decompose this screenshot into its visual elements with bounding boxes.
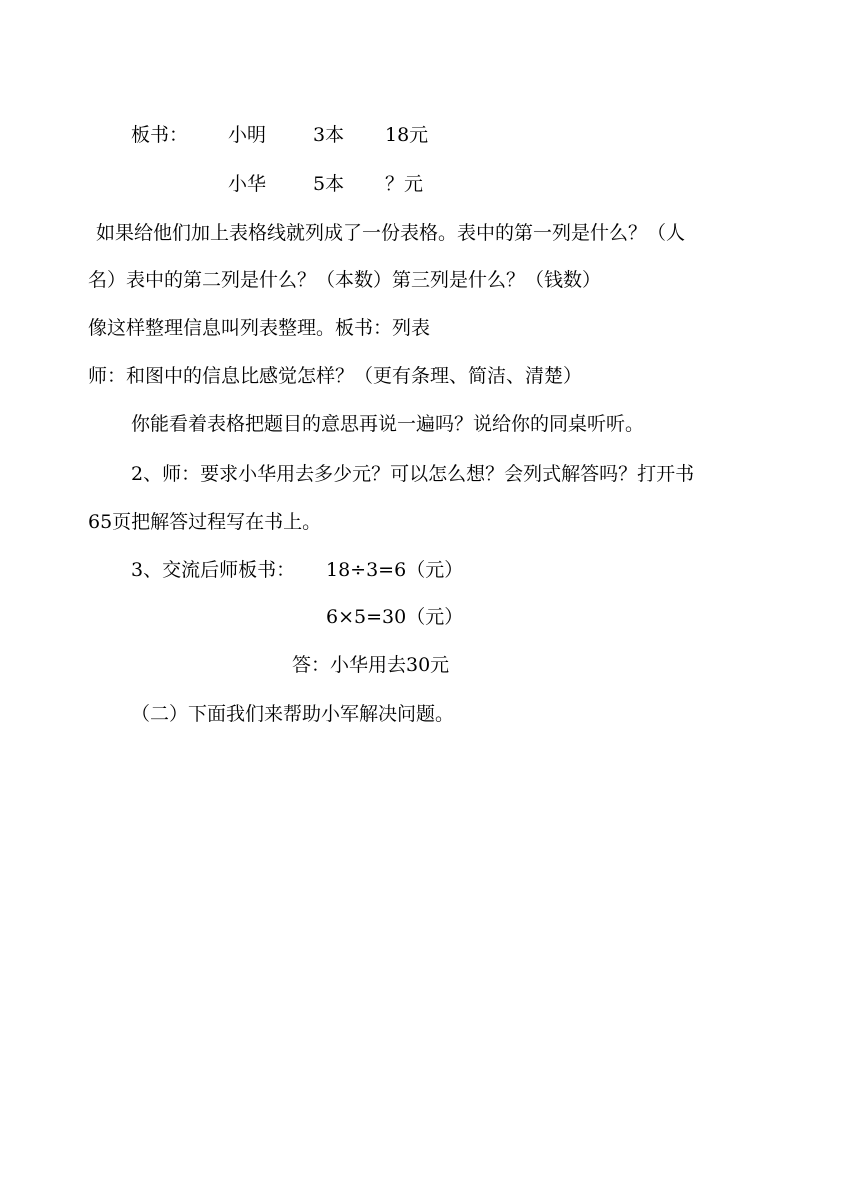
paragraph-list-organize: 像这样整理信息叫列表整理。板书：列表 — [88, 317, 431, 339]
blackboard-row1-name: 小明 — [228, 124, 267, 146]
equation-total-cost: 6×5=30（元） — [326, 606, 464, 628]
paragraph-question-2-line2: 65页把解答过程写在书上。 — [88, 511, 322, 533]
blackboard-row2-amount: ？元 — [385, 173, 424, 195]
paragraph-question-2-line1: 2、师：要求小华用去多少元？可以怎么想？会列式解答吗？打开书 — [131, 463, 695, 485]
answer-line: 答：小华用去30元 — [292, 654, 450, 676]
blackboard-row2-name: 小华 — [228, 173, 267, 195]
paragraph-teacher-compare: 师：和图中的信息比感觉怎样？（更有条理、简洁、清楚） — [88, 365, 583, 387]
paragraph-part-two: （二）下面我们来帮助小军解决问题。 — [131, 703, 455, 725]
paragraph-step-3-label: 3、交流后师板书： — [131, 559, 296, 581]
blackboard-row1-qty: 3本 — [313, 124, 345, 146]
blackboard-row1-amount: 18元 — [385, 124, 429, 146]
blackboard-row2-qty: 5本 — [313, 173, 345, 195]
paragraph-table-intro-line1: 如果给他们加上表格线就列成了一份表格。表中的第一列是什么？（人 — [96, 222, 686, 244]
paragraph-retell: 你能看着表格把题目的意思再说一遍吗？说给你的同桌听听。 — [131, 413, 645, 435]
paragraph-table-intro-line2: 名）表中的第二列是什么？（本数）第三列是什么？（钱数） — [88, 269, 602, 291]
blackboard-label: 板书： — [131, 124, 189, 146]
equation-unit-price: 18÷3=6（元） — [326, 559, 464, 581]
